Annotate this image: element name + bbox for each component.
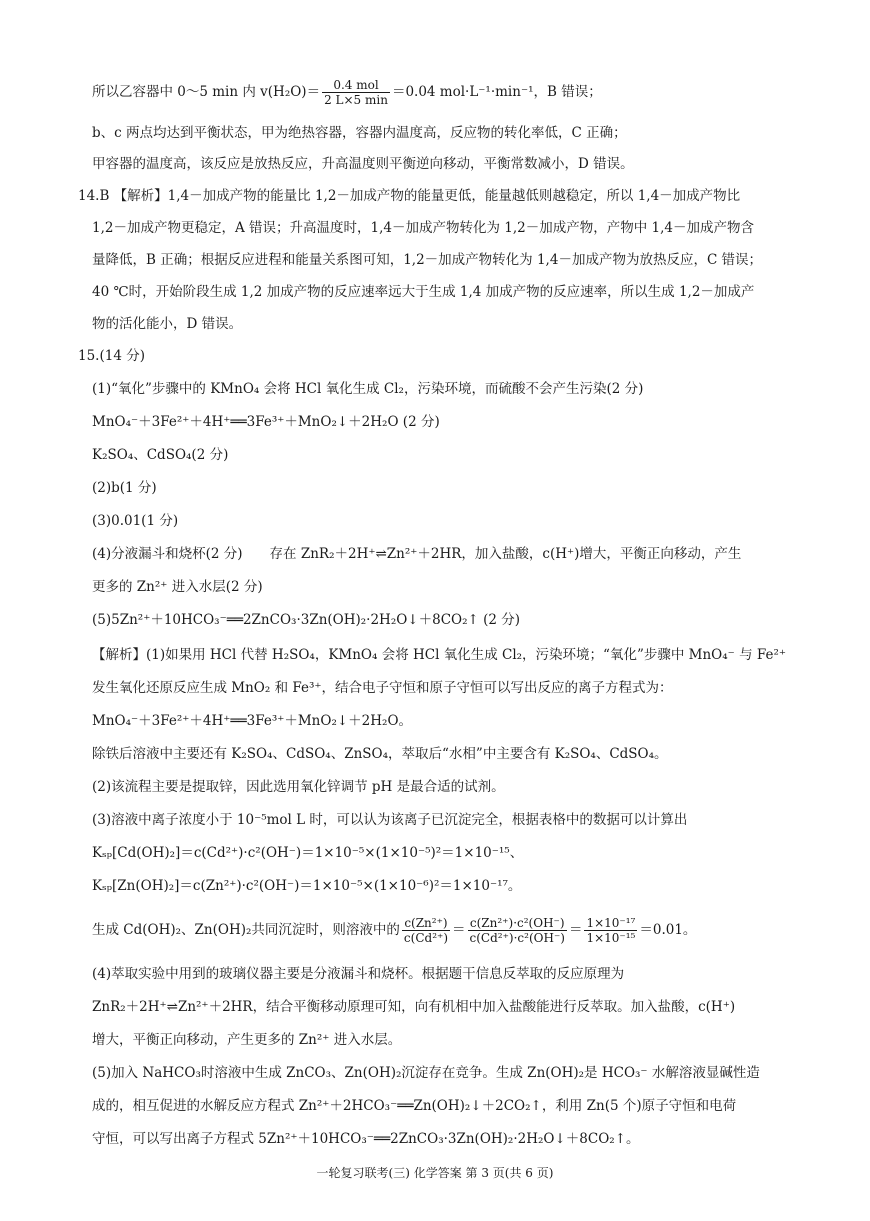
- text-line: 增大，平衡正向移动，产生更多的 Zn²⁺ 进入水层。: [92, 1032, 402, 1048]
- text-segment: ＝0.04 mol·L⁻¹·min⁻¹，B 错误；: [391, 84, 602, 100]
- fraction-numerator: 1×10⁻¹⁷: [586, 916, 636, 930]
- text-line: ZnR₂＋2H⁺⇌Zn²⁺＋2HR，结合平衡移动原理可知，向有机相中加入盐酸能进行反萃取。加入盐酸，c(H⁺): [92, 999, 736, 1015]
- text-line: 15.(14 分): [78, 348, 145, 364]
- text-line: 甲容器的温度高，该反应是放热反应，升高温度则平衡逆向移动，平衡常数减小，D 错误。: [92, 156, 634, 172]
- text-line: 更多的 Zn²⁺ 进入水层(2 分): [92, 579, 263, 595]
- text-line: 1,2－加成产物更稳定，A 错误；升高温度时，1,4－加成产物转化为 1,2－加成产物，产物中 1,4－加成产物含: [92, 220, 754, 236]
- text-line: (3)0.01(1 分): [92, 513, 179, 529]
- text-line: b、c 两点均达到平衡状态，甲为绝热容器，容器内温度高，反应物的转化率低，C 正确；: [92, 125, 627, 141]
- text-line: 40 ℃时，开始阶段生成 1,2 加成产物的反应速率远大于生成 1,4 加成产物的反应速率，所以生成 1,2－加成产: [92, 284, 755, 300]
- page-footer: 一轮复习联考(三) 化学答案 第 3 页(共 6 页): [316, 1166, 554, 1180]
- text-line: 物的活化能小，D 错误。: [92, 316, 243, 332]
- fraction-denominator: 1×10⁻¹⁵: [586, 931, 636, 945]
- fraction: [468, 916, 567, 945]
- text-line: (4)萃取实验中用到的玻璃仪器主要是分液漏斗和烧杯。根据题干信息反萃取的反应原理为: [92, 966, 625, 982]
- text-segment: 生成 Cd(OH)₂、Zn(OH)₂共同沉淀时，则溶液中的: [92, 922, 400, 938]
- text-line: (1)“氧化”步骤中的 KMnO₄ 会将 HCl 氧化生成 Cl₂，污染环境，而硫酸不会产生污染(2 分): [92, 381, 644, 397]
- fraction-numerator: c(Zn²⁺)·c²(OH⁻): [468, 916, 567, 931]
- fraction: [402, 916, 450, 945]
- text-line: (5)加入 NaHCO₃时溶液中生成 ZnCO₃、Zn(OH)₂沉淀存在竞争。生成 Zn(OH)₂是 HCO₃⁻ 水解溶液显碱性造: [92, 1065, 760, 1081]
- fraction-numerator: 0.4 mol: [322, 78, 390, 93]
- fraction: [322, 78, 390, 107]
- text-line: (3)溶液中离子浓度小于 10⁻⁵mol L 时，可以认为该离子已沉淀完全，根据表格中的数据可以计算出: [92, 812, 688, 828]
- fraction-numerator: c(Zn²⁺): [402, 916, 450, 931]
- text-line: (2)该流程主要是提取锌，因此选用氧化锌调节 pH 是最合适的试剂。: [92, 779, 505, 795]
- fraction-denominator: c(Cd²⁺)·c²(OH⁻): [469, 931, 565, 945]
- text-line: [92, 78, 602, 107]
- fraction-denominator: c(Cd²⁺): [403, 931, 449, 945]
- text-line: (4)分液漏斗和烧杯(2 分) 存在 ZnR₂＋2H⁺⇌Zn²⁺＋2HR，加入盐酸，c(H⁺)增大，平衡正向移动，产生: [92, 546, 742, 562]
- text-line: 守恒，可以写出离子方程式 5Zn²⁺＋10HCO₃⁻══2ZnCO₃·3Zn(OH)₂·2H₂O↓＋8CO₂↑。: [92, 1131, 640, 1147]
- text-line: Kₛₚ[Cd(OH)₂]＝c(Cd²⁺)·c²(OH⁻)＝1×10⁻⁵×(1×10⁻⁵)²＝1×10⁻¹⁵、: [92, 845, 524, 861]
- text-segment: 所以乙容器中 0～5 min 内 v(H₂O)＝: [92, 84, 321, 100]
- text-line: (5)5Zn²⁺＋10HCO₃⁻══2ZnCO₃·3Zn(OH)₂·2H₂O↓＋8CO₂↑ (2 分): [92, 612, 521, 628]
- text-line: MnO₄⁻＋3Fe²⁺＋4H⁺══3Fe³⁺＋MnO₂↓＋2H₂O。: [92, 713, 413, 729]
- text-line: 量降低，B 正确；根据反应进程和能量关系图可知，1,2－加成产物转化为 1,4－加成产物为放热反应，C 错误；: [92, 252, 763, 268]
- text-line: Kₛₚ[Zn(OH)₂]＝c(Zn²⁺)·c²(OH⁻)＝1×10⁻⁵×(1×10⁻⁶)²＝1×10⁻¹⁷。: [92, 878, 522, 894]
- text-segment: ＝0.01。: [639, 922, 697, 938]
- text-line: K₂SO₄、CdSO₄(2 分): [92, 447, 229, 463]
- text-line: (2)b(1 分): [92, 480, 157, 496]
- text-line: MnO₄⁻＋3Fe²⁺＋4H⁺══3Fe³⁺＋MnO₂↓＋2H₂O (2 分): [92, 414, 440, 430]
- text-line: 【解析】(1)如果用 HCl 代替 H₂SO₄，KMnO₄ 会将 HCl 氧化生成 Cl₂，污染环境；“氧化”步骤中 MnO₄⁻ 与 Fe²⁺: [92, 647, 787, 663]
- text-line: 发生氧化还原反应生成 MnO₂ 和 Fe³⁺，结合电子守恒和原子守恒可以写出反应的离子方程式为：: [92, 680, 673, 696]
- text-line: 生成 Cd(OH)₂、Zn(OH)₂共同沉淀时，则溶液中的 $\frac{\text{c(Zn²⁺)}}{\text{c(Cd²⁺)}}$ ＝ $\frac{\text{c(Zn²⁺)·c²(OH⁻)}}{\text{c(Cd²⁺)·c²(OH⁻)}}$ ＝ $\frac{\text{1×10⁻¹⁷}}{\text{1×10⁻¹⁵}}$ ＝0.01。: [92, 916, 697, 945]
- text-line: 成的，相互促进的水解反应方程式 Zn²⁺＋2HCO₃⁻══Zn(OH)₂↓＋2CO₂↑，利用 Zn(5 个)原子守恒和电荷: [92, 1098, 737, 1114]
- text-line: 14.B 【解析】1,4－加成产物的能量比 1,2－加成产物的能量更低，能量越低则越稳定，所以 1,4－加成产物比: [78, 188, 741, 204]
- fraction: [584, 916, 637, 945]
- fraction-denominator: 2 L×5 min: [324, 93, 388, 107]
- text-line: 除铁后溶液中主要还有 K₂SO₄、CdSO₄、ZnSO₄，萃取后“水相”中主要含有 K₂SO₄、CdSO₄。: [92, 746, 668, 762]
